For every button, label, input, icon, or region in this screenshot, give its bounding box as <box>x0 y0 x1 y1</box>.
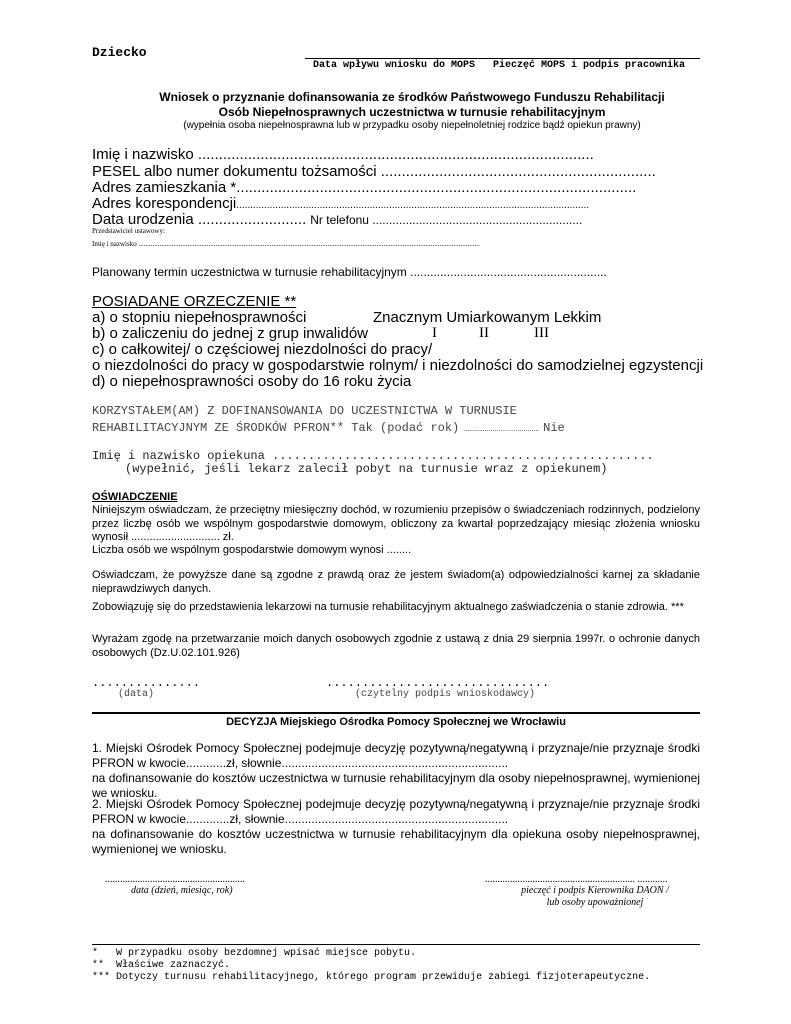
declaration-household: Liczba osób we wspólnym gospodarstwie domowym wynosi ........ <box>92 544 412 556</box>
applicant-date-label: (data) <box>118 689 155 700</box>
form-title-line1: Wniosek o przyznanie dofinansowania ze środków Państwowego Funduszu Rehabilitacji <box>159 90 665 104</box>
decision-child[interactable]: 1. Miejski Ośrodek Pomocy Społecznej podejmuje decyzję pozytywną/negatywną i przyznaje/nie przyznaje środki PFRON w kwocie............zł, słownie.................................................................... <box>92 741 700 770</box>
certificate-c[interactable]: c) o całkowitej/ o częściowej niezdolności do pracy/ <box>92 341 433 358</box>
decision-date-field[interactable]: ........................................................ <box>105 874 245 885</box>
receipt-line-rule <box>305 58 700 59</box>
phone-field[interactable]: Nr telefonu ............................................................... <box>310 213 583 227</box>
decision-child-purpose: na dofinansowanie do kosztów uczestnictwa w turnusie rehabilitacyjnym dla osoby niepełnosprawnej, wymienionej we wniosku. <box>92 771 700 800</box>
applicant-signature-field[interactable]: ............................... <box>326 676 550 690</box>
decision-stamp-label1: pieczęć i podpis Kierownika DAON / <box>521 885 669 896</box>
certificate-d[interactable]: d) o niepełnosprawności osoby do 16 roku życia <box>92 373 412 390</box>
declaration-health: Zobowiązuję się do przedstawienia lekarzowi na turnusie rehabilitacyjnym aktualnego zaświadczenia o stanie zdrowia. *** <box>92 601 684 613</box>
decision-separator <box>92 712 700 714</box>
child-label: Dziecko <box>92 45 147 60</box>
correspondence-dots: ............................................................................................................................... <box>236 200 590 211</box>
invalid-group-2[interactable]: II <box>479 325 489 341</box>
footnote-1: * W przypadku osoby bezdomnej wpisać miejsce pobytu. <box>92 948 417 959</box>
decision-caregiver[interactable]: 2. Miejski Ośrodek Pomocy Społecznej podejmuje decyzję pozytywną/negatywną i przyznaje/nie przyznaje środki PFRON w kwocie.............zł, słownie................................................................... <box>92 797 700 826</box>
usage-line1: KORZYSTAŁEM(AM) Z DOFINANSOWANIA DO UCZESTNICTWA W TURNUSIE <box>92 404 517 418</box>
certificate-heading: POSIADANE ORZECZENIE ** <box>92 293 297 310</box>
form-title-line2: Osób Niepełnosprawnych uczestnictwa w turnusie rehabilitacyjnym <box>218 105 606 119</box>
invalid-group-1[interactable]: I <box>432 325 437 341</box>
certificate-a-options[interactable]: Znacznym Umiarkowanym Lekkim <box>373 309 602 326</box>
correspondence-label: Adres korespondencji <box>92 195 237 212</box>
form-title-note: (wypełnia osoba niepełnosprawna lub w przypadku osoby niepełnoletniej rodzice bądź opiekun prawny) <box>183 120 641 131</box>
usage-question: REHABILITACYJNYM ZE ŚRODKÓW PFRON** Tak (podać rok) <box>92 421 460 435</box>
address-field[interactable]: Adres zamieszkania *................................................................................................ <box>92 179 637 196</box>
decision-caregiver-purpose: na dofinansowanie do kosztów uczestnictwa w turnusie rehabilitacyjnym dla opiekuna osoby niepełnosprawnej, wymienionej we wniosku. <box>92 827 700 856</box>
applicant-date-field[interactable]: ............... <box>92 676 201 690</box>
declaration-income: Niniejszym oświadczam, że przeciętny miesięczny dochód, w rozumieniu przepisów o świadczeniach rodzinnych, podzielony przez liczbę osób we wspólnym gospodarstwie domowym, obliczony za kwartał poprzedzający miesiąc złożenia wniosku wynosił ............................. zł. <box>92 504 700 543</box>
decision-date-label: data (dzień, miesiąc, rok) <box>131 885 233 896</box>
footnote-2: ** Właściwe zaznaczyć. <box>92 960 231 971</box>
applicant-signature-label: (czytelny podpis wnioskodawcy) <box>355 689 536 700</box>
guardian-label: Przedstawiciel ustawowy: <box>92 227 165 235</box>
declaration-consent: Wyrażam zgodę na przetwarzanie moich danych osobowych zgodnie z ustawą z dnia 29 sierpnia 1997r. o ochronie danych osobowych (Dz.U.02.101.926) <box>92 633 700 659</box>
footnote-3: *** Dotyczy turnusu rehabilitacyjnego, którego program przewiduje zabiegi fizjoterapeutyczne. <box>92 972 651 983</box>
usage-year-dots[interactable]: ....................................... <box>463 426 540 433</box>
usage-no-option[interactable]: Nie <box>543 421 565 435</box>
certificate-b-label: b) o zaliczeniu do jednej z grup inwalidów <box>92 325 368 342</box>
decision-stamp-field[interactable]: ............................................................ ............ <box>485 874 668 885</box>
caregiver-name-field[interactable]: Imię i nazwisko opiekuna ..................................................... <box>92 449 654 463</box>
certificate-a-label: a) o stopniu niepełnosprawności <box>92 309 307 326</box>
invalid-group-3[interactable]: III <box>534 325 549 341</box>
caregiver-note: (wypełnić, jeśli lekarz zalecił pobyt na turnusie wraz z opiekunem) <box>125 462 608 476</box>
receipt-caption: Data wpływu wniosku do MOPS Pieczęć MOPS i podpis pracownika <box>313 60 686 71</box>
decision-stamp-label2: lub osoby upoważnionej <box>546 897 644 908</box>
birth-date-field[interactable]: Data urodzenia .......................... <box>92 211 307 228</box>
certificate-c2[interactable]: o niezdolności do pracy w gospodarstwie rolnym/ i niezdolności do samodzielnej egzystencji <box>92 357 704 374</box>
name-field[interactable]: Imię i nazwisko ............................................................................................... <box>92 146 594 163</box>
usage-line2[interactable] <box>92 418 565 436</box>
footnote-separator <box>92 944 700 945</box>
birth-phone-row[interactable] <box>92 211 582 229</box>
pesel-field[interactable]: PESEL albo numer dokumentu tożsamości .................................................................. <box>92 163 656 180</box>
declaration-truth: Oświadczam, że powyższe dane są zgodne z prawdą oraz że jestem świadom(a) odpowiedzialności karnej za składanie nieprawdziwych danych. <box>92 569 700 595</box>
guardian-name-field[interactable]: Imię i nazwisko ................................................................................................................................................................................................... <box>92 240 480 248</box>
declaration-heading: OŚWIADCZENIE <box>92 491 178 503</box>
planned-term-field[interactable]: Planowany termin uczestnictwa w turnusie rehabilitacyjnym ........................................................... <box>92 265 607 279</box>
decision-heading: DECYZJA Miejskiego Ośrodka Pomocy Społecznej we Wrocławiu <box>226 716 566 728</box>
